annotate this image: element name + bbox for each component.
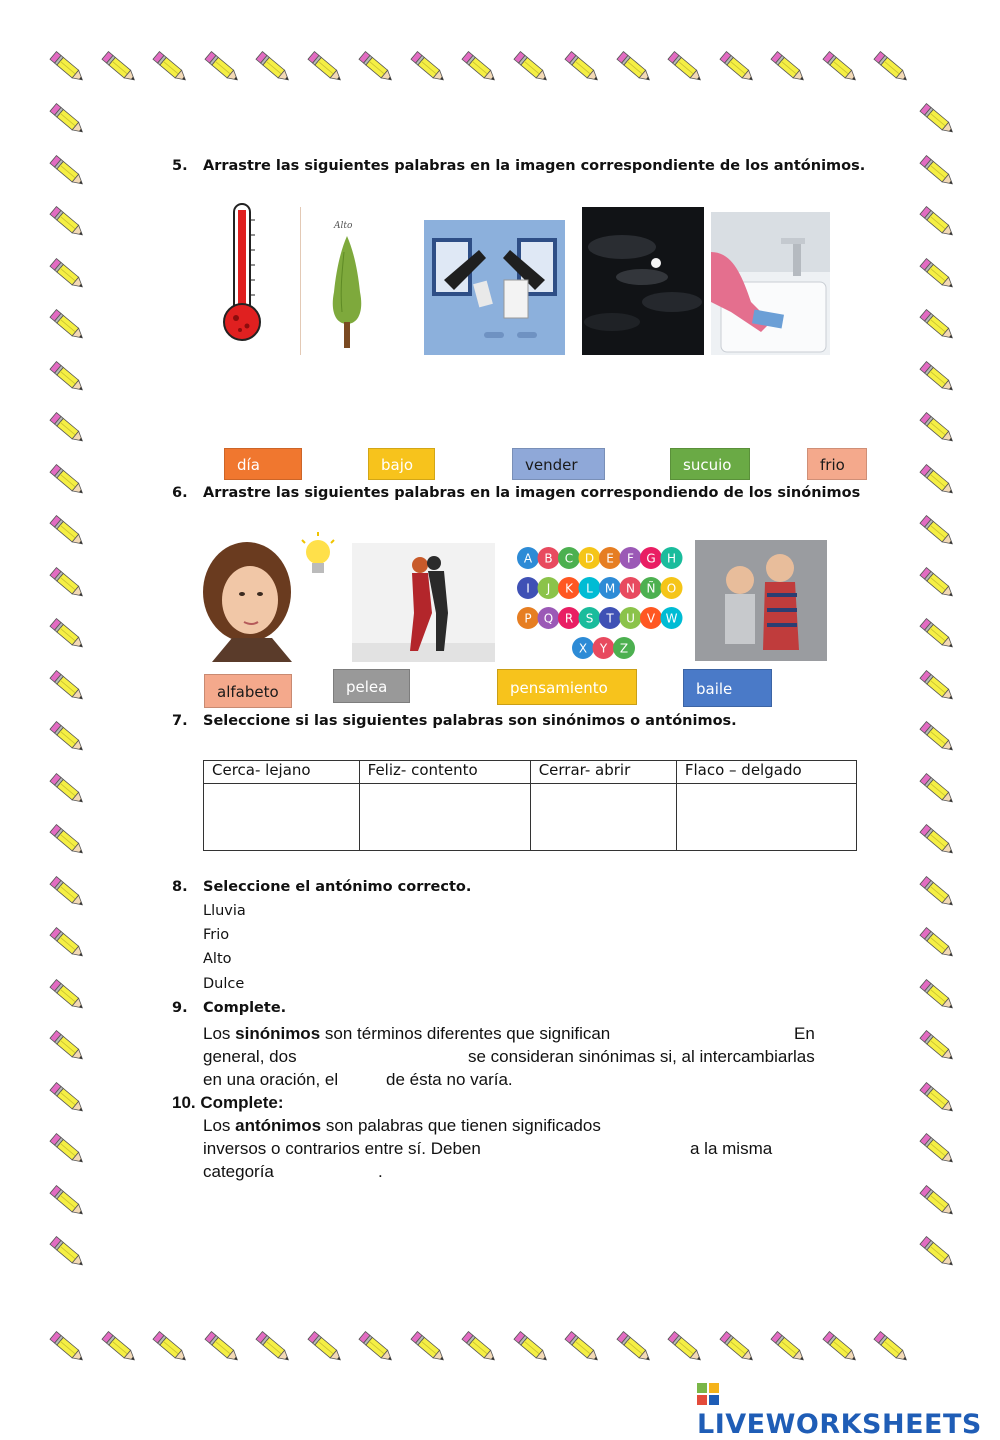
q10-line-2b: a la misma bbox=[690, 1139, 773, 1158]
alphabet-letter: D bbox=[584, 551, 595, 566]
q9-line-2b: se consideran sinónimas si, al intercambiarlas bbox=[468, 1047, 815, 1066]
question-9 bbox=[172, 1000, 286, 1016]
word-chip-vender[interactable]: vender bbox=[512, 448, 605, 480]
pencil-icon bbox=[42, 1227, 92, 1277]
pencil-icon bbox=[912, 1176, 962, 1226]
pencil-icon bbox=[912, 1021, 962, 1071]
pencil-icon bbox=[42, 403, 92, 453]
pencil-icon bbox=[912, 1073, 962, 1123]
pencil-icon bbox=[454, 1322, 504, 1372]
pencil-icon bbox=[506, 1322, 556, 1372]
thinking-woman-image bbox=[202, 530, 337, 662]
word-chip-baile[interactable]: baile bbox=[683, 669, 772, 707]
pencil-icon bbox=[763, 1322, 813, 1372]
pencil-icon bbox=[912, 506, 962, 556]
blank-field[interactable] bbox=[640, 1116, 790, 1136]
keyword: antónimos bbox=[235, 1116, 322, 1135]
brand-name: LIVEWORKSHEETS bbox=[697, 1409, 982, 1440]
pencil-icon bbox=[248, 1322, 298, 1372]
pencil-icon bbox=[42, 764, 92, 814]
pencil-icon bbox=[42, 1124, 92, 1174]
answer-cell[interactable] bbox=[676, 784, 856, 851]
pencil-icon bbox=[866, 1322, 916, 1372]
pencil-icon bbox=[609, 1322, 659, 1372]
pencil-icon bbox=[300, 42, 350, 92]
table-header-cell: Cerrar- abrir bbox=[530, 761, 676, 784]
question-number: 10. bbox=[172, 1093, 196, 1112]
night-sky-image bbox=[582, 207, 704, 355]
pencil-icon bbox=[912, 1124, 962, 1174]
pencil-icon bbox=[42, 249, 92, 299]
pencil-icon bbox=[42, 42, 92, 92]
pencil-icon bbox=[94, 1322, 144, 1372]
question-number: 8. bbox=[172, 879, 188, 895]
pencil-icon bbox=[712, 42, 762, 92]
question-8 bbox=[172, 879, 471, 895]
word-chip-día[interactable]: día bbox=[224, 448, 302, 480]
word-chip-pensamiento[interactable]: pensamiento bbox=[497, 669, 637, 705]
pencil-icon bbox=[912, 815, 962, 865]
pencil-icon bbox=[912, 146, 962, 196]
pencil-icon bbox=[42, 506, 92, 556]
question-10-title: Complete: bbox=[200, 1093, 284, 1112]
keyword: sinónimos bbox=[235, 1024, 321, 1043]
alphabet-letter: P bbox=[524, 611, 532, 626]
pencil-icon bbox=[403, 1322, 453, 1372]
blank-field[interactable] bbox=[652, 1024, 786, 1044]
question-5 bbox=[172, 158, 865, 174]
word-chip-sucuio[interactable]: sucuio bbox=[670, 448, 750, 480]
question-number: 6. bbox=[172, 485, 188, 501]
blank-field[interactable] bbox=[284, 1162, 376, 1182]
word-chip-bajo[interactable]: bajo bbox=[368, 448, 435, 480]
pencil-icon bbox=[42, 609, 92, 659]
table-header-cell: Cerca- lejano bbox=[204, 761, 360, 784]
blank-field[interactable] bbox=[310, 1047, 460, 1067]
alphabet-letter: R bbox=[564, 611, 574, 626]
pencil-icon bbox=[197, 42, 247, 92]
q10-line-1 bbox=[203, 1116, 601, 1136]
pencil-icon bbox=[912, 1227, 962, 1277]
pencil-icon bbox=[912, 403, 962, 453]
pencil-icon bbox=[912, 764, 962, 814]
alphabet-letter: V bbox=[646, 611, 656, 626]
pencil-icon bbox=[912, 455, 962, 505]
answer-cell[interactable] bbox=[530, 784, 676, 851]
pencil-icon bbox=[42, 94, 92, 144]
pencil-icon bbox=[912, 352, 962, 402]
question-6-text: Arrastre las siguientes palabras en la imagen correspondiendo de los sinónimos bbox=[203, 485, 861, 501]
pencil-icon bbox=[912, 249, 962, 299]
option-item[interactable]: Frio bbox=[203, 927, 230, 943]
alphabet-letter: E bbox=[606, 551, 614, 566]
pencil-icon bbox=[42, 815, 92, 865]
pencil-icon bbox=[815, 42, 865, 92]
pencil-icon bbox=[42, 1322, 92, 1372]
pencil-icon bbox=[912, 918, 962, 968]
question-7 bbox=[172, 713, 737, 729]
pencil-icon bbox=[912, 94, 962, 144]
alphabet-letter: Ñ bbox=[646, 581, 656, 596]
pencil-icon bbox=[506, 42, 556, 92]
alphabet-letter: M bbox=[604, 581, 616, 596]
alphabet-image bbox=[516, 545, 686, 663]
answer-cell[interactable] bbox=[359, 784, 530, 851]
pencil-icon bbox=[42, 558, 92, 608]
q9-line-2a: general, dos bbox=[203, 1047, 297, 1066]
pencil-icon bbox=[403, 42, 453, 92]
question-10 bbox=[172, 1093, 284, 1113]
pencil-icon bbox=[42, 197, 92, 247]
online-shopping-image bbox=[424, 220, 565, 355]
thermometer-image bbox=[222, 200, 262, 350]
alphabet-letter: Q bbox=[543, 611, 554, 626]
q10-line-2a: inversos o contrarios entre sí. Deben bbox=[203, 1139, 481, 1158]
pencil-icon bbox=[912, 970, 962, 1020]
blank-field[interactable] bbox=[516, 1139, 684, 1159]
alphabet-letter: B bbox=[544, 551, 553, 566]
pencil-icon bbox=[912, 197, 962, 247]
alphabet-letter: L bbox=[586, 581, 593, 596]
pencil-icon bbox=[712, 1322, 762, 1372]
alphabet-letter: K bbox=[565, 581, 573, 596]
alphabet-letter: H bbox=[666, 551, 677, 566]
alphabet-letter: Y bbox=[599, 641, 608, 656]
pencil-icon bbox=[660, 1322, 710, 1372]
alphabet-letter: W bbox=[665, 611, 678, 626]
pencil-icon bbox=[145, 1322, 195, 1372]
fighting-boys-image bbox=[695, 540, 827, 661]
question-6 bbox=[172, 485, 860, 501]
alphabet-letter: T bbox=[606, 611, 614, 626]
text: son palabras que tienen significados bbox=[321, 1116, 601, 1135]
synonym-antonym-table bbox=[203, 760, 857, 851]
alphabet-letter: F bbox=[627, 551, 634, 566]
pencil-icon bbox=[197, 1322, 247, 1372]
word-chip-pelea[interactable]: pelea bbox=[333, 669, 410, 703]
question-9-title: Complete. bbox=[203, 1000, 287, 1016]
alphabet-letter: I bbox=[526, 581, 530, 596]
pencil-icon bbox=[94, 42, 144, 92]
q9-line-3a: en una oración, el bbox=[203, 1070, 339, 1089]
pencil-icon bbox=[42, 300, 92, 350]
alphabet-letter: N bbox=[626, 581, 635, 596]
pencil-icon bbox=[912, 558, 962, 608]
alphabet-letter: U bbox=[626, 611, 635, 626]
pencil-icon bbox=[557, 42, 607, 92]
pencil-icon bbox=[300, 1322, 350, 1372]
pencil-icon bbox=[912, 300, 962, 350]
blank-field[interactable] bbox=[353, 1070, 383, 1090]
pencil-icon bbox=[42, 1073, 92, 1123]
pencil-icon bbox=[912, 609, 962, 659]
pencil-icon bbox=[248, 42, 298, 92]
pencil-icon bbox=[42, 918, 92, 968]
dancing-couple-image bbox=[352, 543, 495, 662]
logo-mark-icon bbox=[697, 1383, 719, 1405]
pencil-icon bbox=[42, 661, 92, 711]
alphabet-letter: Z bbox=[619, 641, 629, 656]
pencil-icon bbox=[42, 970, 92, 1020]
question-8-text: Seleccione el antónimo correcto. bbox=[203, 879, 472, 895]
pencil-icon bbox=[866, 42, 916, 92]
cleaning-sink-image bbox=[711, 212, 830, 355]
question-number: 7. bbox=[172, 713, 188, 729]
option-item[interactable]: Alto bbox=[203, 951, 232, 967]
pencil-icon bbox=[42, 146, 92, 196]
question-7-text: Seleccione si las siguientes palabras son sinónimos o antónimos. bbox=[203, 713, 737, 729]
divider bbox=[300, 207, 301, 355]
text: Los bbox=[203, 1024, 236, 1043]
liveworksheets-logo bbox=[697, 1378, 1000, 1440]
alphabet-letter: G bbox=[646, 551, 656, 566]
question-number: 5. bbox=[172, 158, 188, 174]
q9-line-1-end: En bbox=[794, 1024, 815, 1043]
pencil-icon bbox=[660, 42, 710, 92]
table-header-cell: Flaco – delgado bbox=[676, 761, 856, 784]
pencil-icon bbox=[42, 352, 92, 402]
alphabet-letter: J bbox=[546, 581, 551, 596]
q9-line-3b: de ésta no varía. bbox=[386, 1070, 513, 1089]
q10-line-3b: . bbox=[378, 1162, 383, 1181]
question-number: 9. bbox=[172, 1000, 188, 1016]
pencil-icon bbox=[763, 42, 813, 92]
q10-line-3a: categoría bbox=[203, 1162, 274, 1181]
pencil-icon bbox=[351, 42, 401, 92]
alphabet-letter: O bbox=[666, 581, 677, 596]
pencil-icon bbox=[42, 1021, 92, 1071]
option-item[interactable]: Dulce bbox=[203, 976, 245, 992]
pencil-icon bbox=[912, 661, 962, 711]
option-item[interactable]: Lluvia bbox=[203, 903, 246, 919]
pencil-icon bbox=[145, 42, 195, 92]
alphabet-letter: A bbox=[523, 551, 533, 566]
alphabet-letter: S bbox=[585, 611, 594, 626]
pencil-icon bbox=[42, 455, 92, 505]
pencil-icon bbox=[912, 867, 962, 917]
pencil-icon bbox=[42, 1176, 92, 1226]
text: son términos diferentes que significan bbox=[320, 1024, 611, 1043]
tree-label: Alto bbox=[334, 221, 353, 231]
word-chip-frio[interactable]: frio bbox=[807, 448, 867, 480]
answer-cell[interactable] bbox=[204, 784, 360, 851]
pencil-icon bbox=[351, 1322, 401, 1372]
alphabet-letter: X bbox=[578, 641, 588, 656]
table-header-cell: Feliz- contento bbox=[359, 761, 530, 784]
pencil-icon bbox=[557, 1322, 607, 1372]
pencil-icon bbox=[42, 712, 92, 762]
q9-line-1 bbox=[203, 1024, 610, 1044]
pencil-icon bbox=[815, 1322, 865, 1372]
pencil-icon bbox=[912, 712, 962, 762]
question-5-text: Arrastre las siguientes palabras en la imagen correspondiente de los antónimos. bbox=[203, 158, 866, 174]
word-chip-alfabeto[interactable]: alfabeto bbox=[204, 674, 292, 708]
pencil-icon bbox=[454, 42, 504, 92]
pencil-icon bbox=[42, 867, 92, 917]
pencil-icon bbox=[609, 42, 659, 92]
text: Los bbox=[203, 1116, 236, 1135]
tree-image bbox=[322, 212, 372, 354]
alphabet-letter: C bbox=[564, 551, 574, 566]
